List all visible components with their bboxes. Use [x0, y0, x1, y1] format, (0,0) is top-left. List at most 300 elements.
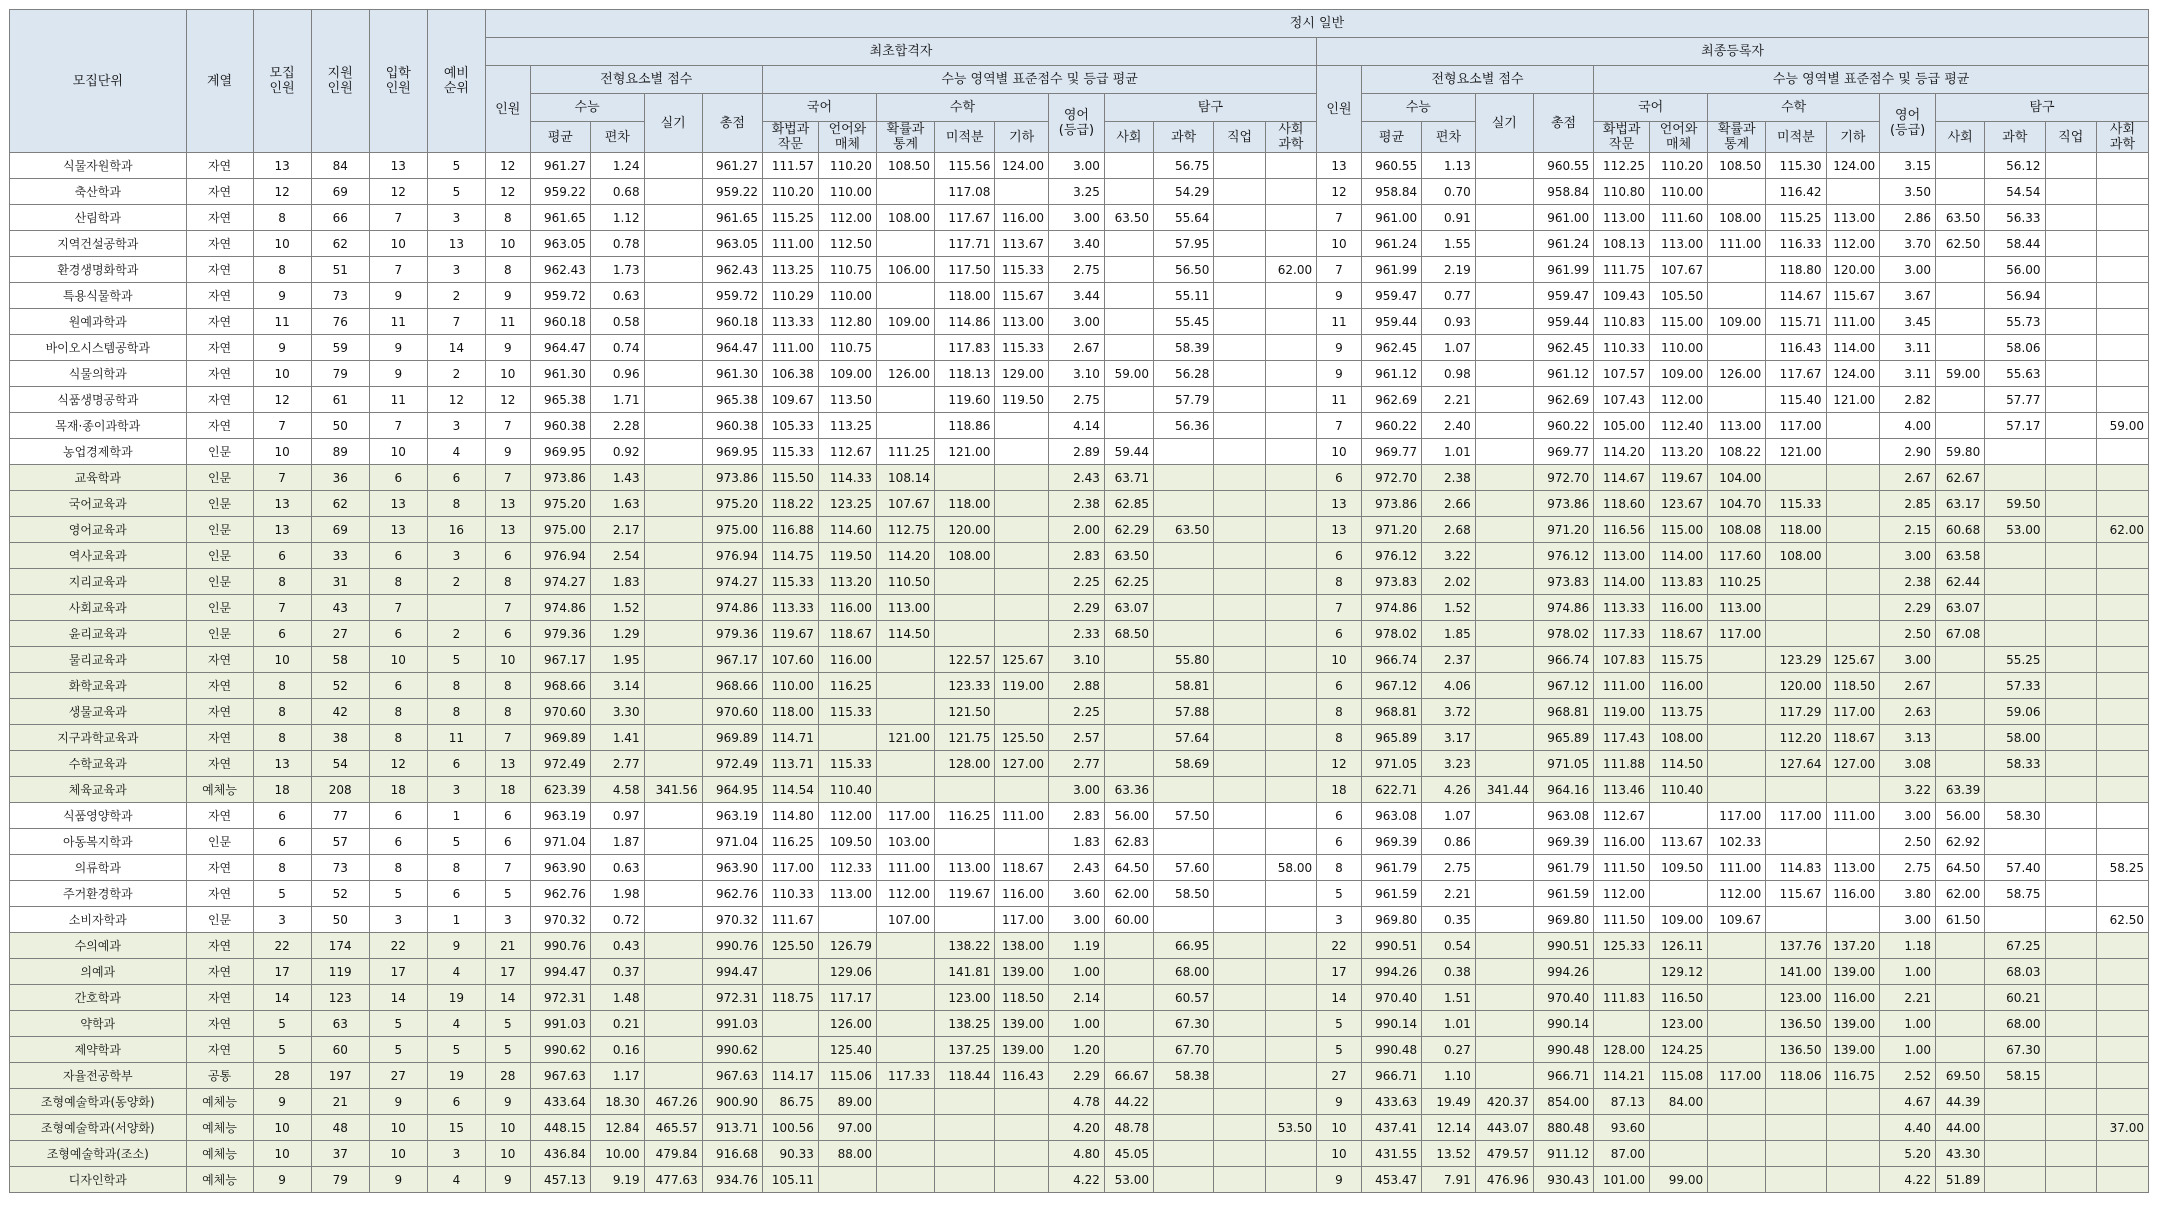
table-cell: 112.00	[1708, 881, 1766, 907]
table-cell	[1475, 439, 1533, 465]
table-cell	[1214, 621, 1265, 647]
table-cell: 자연	[186, 413, 253, 439]
table-cell: 1.51	[1422, 985, 1476, 1011]
table-cell: 4.80	[1049, 1141, 1105, 1167]
table-cell: 116.43	[1766, 335, 1826, 361]
header-inq-sub1-final: 사회	[1936, 122, 1985, 153]
table-cell: 974.86	[702, 595, 762, 621]
table-cell: 994.26	[1361, 959, 1421, 985]
table-cell: 68.00	[1985, 1011, 2045, 1037]
table-cell: 116.42	[1766, 179, 1826, 205]
table-cell: 117.00	[1708, 1063, 1766, 1089]
header-english-final: 영어 (등급)	[1880, 94, 1936, 153]
table-cell: 110.20	[818, 153, 876, 179]
header-inq-sub4-final: 사회 과학	[2096, 122, 2148, 153]
table-cell: 117.00	[1826, 699, 1880, 725]
table-cell: 971.20	[1533, 517, 1593, 543]
table-cell	[2045, 985, 2096, 1011]
table-cell	[1936, 725, 1985, 751]
table-cell	[2096, 569, 2148, 595]
table-cell: 990.14	[1533, 1011, 1593, 1037]
table-cell: 17	[369, 959, 427, 985]
table-cell: 139.00	[1826, 1037, 1880, 1063]
table-cell: 990.48	[1533, 1037, 1593, 1063]
table-cell: 1.12	[590, 205, 644, 231]
table-cell: 113.00	[1826, 205, 1880, 231]
table-cell	[644, 283, 702, 309]
table-cell: 58.44	[1985, 231, 2045, 257]
table-cell: 121.00	[1826, 387, 1880, 413]
table-cell: 3.80	[1880, 881, 1936, 907]
table-cell: 1.07	[1422, 803, 1476, 829]
table-cell	[1936, 387, 1985, 413]
table-cell: 448.15	[530, 1115, 590, 1141]
table-cell: 55.25	[1985, 647, 2045, 673]
table-cell: 13	[253, 491, 311, 517]
table-cell: 117.43	[1594, 725, 1650, 751]
header-suneung-first: 수능	[530, 94, 644, 122]
table-cell: 112.00	[1826, 231, 1880, 257]
table-cell: 9	[485, 283, 530, 309]
table-cell	[1936, 283, 1985, 309]
table-cell	[1985, 1167, 2045, 1193]
table-cell: 2.86	[1880, 205, 1936, 231]
table-row	[10, 387, 2149, 413]
table-row	[10, 257, 2149, 283]
table-cell: 117.00	[876, 803, 934, 829]
table-row	[10, 179, 2149, 205]
table-cell: 6	[1317, 621, 1362, 647]
table-cell: 116.00	[1650, 595, 1708, 621]
table-cell: 970.60	[702, 699, 762, 725]
table-cell: 60	[311, 1037, 369, 1063]
table-cell: 1.01	[1422, 1011, 1476, 1037]
table-cell: 113.00	[995, 309, 1049, 335]
table-cell: 자연	[186, 751, 253, 777]
table-cell: 자연	[186, 855, 253, 881]
table-cell: 963.19	[702, 803, 762, 829]
table-cell	[1104, 933, 1153, 959]
table-cell	[1708, 335, 1766, 361]
table-cell: 116.25	[935, 803, 995, 829]
table-cell: 961.65	[702, 205, 762, 231]
table-cell: 109.67	[1708, 907, 1766, 933]
unit-name-cell: 목재·종이과학과	[10, 413, 187, 439]
table-cell: 969.80	[1361, 907, 1421, 933]
table-cell: 104.70	[1708, 491, 1766, 517]
table-cell	[1475, 231, 1533, 257]
table-cell	[1826, 465, 1880, 491]
table-cell: 2.25	[1049, 569, 1105, 595]
table-cell: 4.06	[1422, 673, 1476, 699]
table-cell: 7	[1317, 413, 1362, 439]
table-cell: 129.06	[818, 959, 876, 985]
table-cell: 21	[485, 933, 530, 959]
table-cell: 2.77	[1049, 751, 1105, 777]
table-cell	[2045, 439, 2096, 465]
table-cell: 8	[369, 855, 427, 881]
table-cell: 118.67	[1826, 725, 1880, 751]
table-cell: 3.67	[1880, 283, 1936, 309]
table-cell	[1214, 595, 1265, 621]
table-cell: 15	[427, 1115, 485, 1141]
table-cell: 990.14	[1361, 1011, 1421, 1037]
table-cell: 969.77	[1533, 439, 1593, 465]
table-cell: 10	[253, 361, 311, 387]
table-cell	[1104, 1011, 1153, 1037]
table-cell	[1826, 829, 1880, 855]
table-cell: 2.57	[1049, 725, 1105, 751]
table-cell: 120.00	[1826, 257, 1880, 283]
table-cell	[1475, 1037, 1533, 1063]
table-cell: 962.45	[1533, 335, 1593, 361]
table-cell: 978.02	[1361, 621, 1421, 647]
table-cell: 3.22	[1880, 777, 1936, 803]
table-cell: 37	[311, 1141, 369, 1167]
table-cell: 57.50	[1154, 803, 1214, 829]
table-cell: 2.33	[1049, 621, 1105, 647]
table-cell	[1708, 179, 1766, 205]
table-cell: 107.67	[1650, 257, 1708, 283]
table-cell: 139.00	[995, 1037, 1049, 1063]
table-cell: 994.26	[1533, 959, 1593, 985]
table-cell: 479.57	[1475, 1141, 1533, 1167]
table-cell: 117.67	[935, 205, 995, 231]
table-row	[10, 985, 2149, 1011]
table-cell	[876, 699, 934, 725]
table-cell: 971.04	[702, 829, 762, 855]
table-cell	[1214, 933, 1265, 959]
table-cell: 73	[311, 283, 369, 309]
table-cell: 36	[311, 465, 369, 491]
table-cell: 89.00	[818, 1089, 876, 1115]
table-cell: 63.50	[1104, 543, 1153, 569]
table-cell	[644, 543, 702, 569]
table-cell: 117.00	[995, 907, 1049, 933]
table-cell: 53.00	[1985, 517, 2045, 543]
table-cell: 113.20	[818, 569, 876, 595]
header-suneung-final: 수능	[1361, 94, 1475, 122]
table-cell: 105.50	[1650, 283, 1708, 309]
table-cell: 3	[369, 907, 427, 933]
unit-name-cell: 제약학과	[10, 1037, 187, 1063]
table-cell	[1214, 1089, 1265, 1115]
table-cell: 7	[369, 205, 427, 231]
table-cell	[995, 699, 1049, 725]
table-cell: 103.00	[876, 829, 934, 855]
table-cell: 57.17	[1985, 413, 2045, 439]
table-cell: 0.54	[1422, 933, 1476, 959]
table-cell: 963.08	[1361, 803, 1421, 829]
table-cell: 975.00	[702, 517, 762, 543]
table-cell: 0.63	[590, 283, 644, 309]
header-math-sub2-first: 미적분	[935, 122, 995, 153]
table-cell: 109.00	[876, 309, 934, 335]
table-cell: 112.40	[1650, 413, 1708, 439]
table-cell: 63.50	[1154, 517, 1214, 543]
table-cell: 3.13	[1880, 725, 1936, 751]
table-cell: 123	[311, 985, 369, 1011]
table-cell: 0.38	[1422, 959, 1476, 985]
unit-name-cell: 식물의학과	[10, 361, 187, 387]
table-cell: 자연	[186, 205, 253, 231]
table-cell: 110.83	[1594, 309, 1650, 335]
table-cell: 8	[369, 699, 427, 725]
header-final: 최종등록자	[1317, 38, 2149, 66]
table-cell: 966.74	[1361, 647, 1421, 673]
table-cell	[1214, 1037, 1265, 1063]
table-cell: 112.00	[876, 881, 934, 907]
table-cell	[2045, 881, 2096, 907]
table-cell: 예체능	[186, 1141, 253, 1167]
table-cell: 124.00	[1826, 153, 1880, 179]
table-cell	[1104, 1037, 1153, 1063]
table-cell: 11	[1317, 309, 1362, 335]
table-cell: 5	[1317, 881, 1362, 907]
table-cell	[1826, 517, 1880, 543]
table-row	[10, 569, 2149, 595]
table-cell: 108.00	[1708, 205, 1766, 231]
table-cell: 1.52	[1422, 595, 1476, 621]
table-cell	[1826, 907, 1880, 933]
table-cell: 1.19	[1049, 933, 1105, 959]
table-cell: 111.83	[1594, 985, 1650, 1011]
table-row	[10, 543, 2149, 569]
table-cell: 2.89	[1049, 439, 1105, 465]
table-cell	[1936, 985, 1985, 1011]
table-cell: 9	[1317, 361, 1362, 387]
table-cell: 0.16	[590, 1037, 644, 1063]
table-cell: 자연	[186, 257, 253, 283]
table-cell: 120.00	[935, 517, 995, 543]
table-cell: 11	[253, 309, 311, 335]
table-cell: 2.83	[1049, 543, 1105, 569]
table-cell: 1.00	[1880, 1011, 1936, 1037]
table-cell: 116.00	[995, 205, 1049, 231]
table-cell	[1265, 751, 1316, 777]
table-cell	[2096, 725, 2148, 751]
table-cell: 119.67	[763, 621, 819, 647]
table-cell: 인문	[186, 517, 253, 543]
table-cell: 114.86	[935, 309, 995, 335]
unit-name-cell: 조형예술학과(조소)	[10, 1141, 187, 1167]
table-cell: 1.95	[590, 647, 644, 673]
table-cell: 113.00	[1708, 595, 1766, 621]
table-cell: 자연	[186, 673, 253, 699]
table-cell: 3	[427, 413, 485, 439]
table-row	[10, 933, 2149, 959]
table-cell	[1475, 829, 1533, 855]
header-kor-sub2-first: 언어와 매체	[818, 122, 876, 153]
table-cell	[995, 1141, 1049, 1167]
table-cell	[1265, 595, 1316, 621]
table-cell	[1475, 1011, 1533, 1037]
table-cell: 62.50	[1936, 231, 1985, 257]
table-cell: 63.58	[1936, 543, 1985, 569]
table-cell	[1475, 257, 1533, 283]
table-cell	[1766, 1115, 1826, 1141]
table-cell: 934.76	[702, 1167, 762, 1193]
table-cell: 1.52	[590, 595, 644, 621]
table-cell: 13	[253, 153, 311, 179]
table-row	[10, 907, 2149, 933]
table-cell: 962.43	[530, 257, 590, 283]
table-cell: 964.47	[702, 335, 762, 361]
table-cell: 인문	[186, 595, 253, 621]
table-cell: 115.33	[1766, 491, 1826, 517]
table-cell: 자연	[186, 699, 253, 725]
table-cell	[1708, 751, 1766, 777]
table-cell: 51	[311, 257, 369, 283]
unit-name-cell: 원예과학과	[10, 309, 187, 335]
header-suneung-group-first: 수능 영역별 표준점수 및 등급 평균	[763, 66, 1317, 94]
table-cell	[1936, 751, 1985, 777]
table-cell: 119	[311, 959, 369, 985]
table-cell: 3	[1317, 907, 1362, 933]
table-cell: 57.64	[1154, 725, 1214, 751]
table-cell: 112.20	[1766, 725, 1826, 751]
header-inq-sub1-first: 사회	[1104, 122, 1153, 153]
table-cell	[876, 959, 934, 985]
table-cell	[1154, 1167, 1214, 1193]
table-cell: 966.71	[1533, 1063, 1593, 1089]
table-cell: 3.45	[1880, 309, 1936, 335]
table-cell	[876, 335, 934, 361]
header-inq-sub3-first: 직업	[1214, 122, 1265, 153]
table-cell	[876, 673, 934, 699]
table-cell: 58.81	[1154, 673, 1214, 699]
table-cell	[876, 387, 934, 413]
table-cell: 112.80	[818, 309, 876, 335]
table-cell: 13	[485, 491, 530, 517]
table-cell: 119.60	[935, 387, 995, 413]
table-cell: 111.00	[763, 231, 819, 257]
table-cell: 28	[253, 1063, 311, 1089]
table-cell	[2045, 933, 2096, 959]
table-cell	[1936, 153, 1985, 179]
table-cell: 18	[485, 777, 530, 803]
table-cell: 2.38	[1880, 569, 1936, 595]
table-cell: 974.27	[530, 569, 590, 595]
table-cell: 62.85	[1104, 491, 1153, 517]
table-cell	[1154, 777, 1214, 803]
table-cell: 963.08	[1533, 803, 1593, 829]
table-cell: 110.50	[876, 569, 934, 595]
table-cell: 126.11	[1650, 933, 1708, 959]
table-cell: 7	[369, 595, 427, 621]
table-cell: 58.69	[1154, 751, 1214, 777]
table-cell	[2045, 283, 2096, 309]
table-cell: 99.00	[1650, 1167, 1708, 1193]
table-cell	[1708, 933, 1766, 959]
table-cell: 79	[311, 361, 369, 387]
table-cell: 1.98	[590, 881, 644, 907]
table-cell: 4.22	[1049, 1167, 1105, 1193]
table-cell: 56.33	[1985, 205, 2045, 231]
table-cell: 5	[427, 153, 485, 179]
table-cell	[2096, 933, 2148, 959]
unit-name-cell: 의류학과	[10, 855, 187, 881]
table-cell: 13	[427, 231, 485, 257]
table-cell: 119.67	[935, 881, 995, 907]
table-cell: 967.63	[530, 1063, 590, 1089]
table-cell: 113.00	[1594, 205, 1650, 231]
table-cell	[427, 595, 485, 621]
table-cell: 12	[485, 387, 530, 413]
table-cell: 2.67	[1049, 335, 1105, 361]
table-cell: 76	[311, 309, 369, 335]
table-cell	[1475, 647, 1533, 673]
table-cell: 2.82	[1880, 387, 1936, 413]
table-cell: 0.77	[1422, 283, 1476, 309]
table-cell: 2.43	[1049, 465, 1105, 491]
table-cell	[1708, 985, 1766, 1011]
table-cell: 4.14	[1049, 413, 1105, 439]
header-kor-sub1-first: 화법과 작문	[763, 122, 819, 153]
table-cell: 11	[1317, 387, 1362, 413]
table-cell	[1985, 777, 2045, 803]
table-cell	[1104, 985, 1153, 1011]
table-cell: 420.37	[1475, 1089, 1533, 1115]
table-cell: 107.57	[1594, 361, 1650, 387]
table-cell: 62.83	[1104, 829, 1153, 855]
table-cell: 960.18	[702, 309, 762, 335]
table-cell: 0.74	[590, 335, 644, 361]
table-cell	[2096, 231, 2148, 257]
table-cell: 7	[485, 725, 530, 751]
table-cell	[2096, 361, 2148, 387]
table-cell: 110.40	[818, 777, 876, 803]
unit-name-cell: 국어교육과	[10, 491, 187, 517]
table-row	[10, 205, 2149, 231]
table-cell: 110.80	[1594, 179, 1650, 205]
table-cell: 113.67	[995, 231, 1049, 257]
table-cell: 5	[427, 647, 485, 673]
table-cell: 10	[1317, 1115, 1362, 1141]
table-cell	[2045, 179, 2096, 205]
table-cell	[1708, 1037, 1766, 1063]
table-cell	[644, 465, 702, 491]
table-cell: 994.47	[702, 959, 762, 985]
table-row	[10, 517, 2149, 543]
table-cell: 2.19	[1422, 257, 1476, 283]
table-cell	[1766, 1089, 1826, 1115]
table-cell	[2045, 725, 2096, 751]
table-cell: 990.51	[1533, 933, 1593, 959]
table-cell: 43.30	[1936, 1141, 1985, 1167]
table-cell: 2.21	[1422, 387, 1476, 413]
table-cell: 43	[311, 595, 369, 621]
table-cell: 4	[427, 439, 485, 465]
table-cell: 973.83	[1533, 569, 1593, 595]
table-cell	[2096, 1089, 2148, 1115]
table-cell: 18	[1317, 777, 1362, 803]
table-cell	[1766, 907, 1826, 933]
table-cell: 341.44	[1475, 777, 1533, 803]
table-cell: 976.12	[1361, 543, 1421, 569]
table-cell	[1475, 595, 1533, 621]
table-cell: 61	[311, 387, 369, 413]
table-cell: 437.41	[1361, 1115, 1421, 1141]
table-cell: 3.14	[590, 673, 644, 699]
table-cell	[995, 491, 1049, 517]
table-cell: 3.50	[1880, 179, 1936, 205]
unit-name-cell: 조형예술학과(동양화)	[10, 1089, 187, 1115]
table-row	[10, 1167, 2149, 1193]
table-cell: 90.33	[763, 1141, 819, 1167]
table-cell: 56.50	[1154, 257, 1214, 283]
table-row	[10, 803, 2149, 829]
